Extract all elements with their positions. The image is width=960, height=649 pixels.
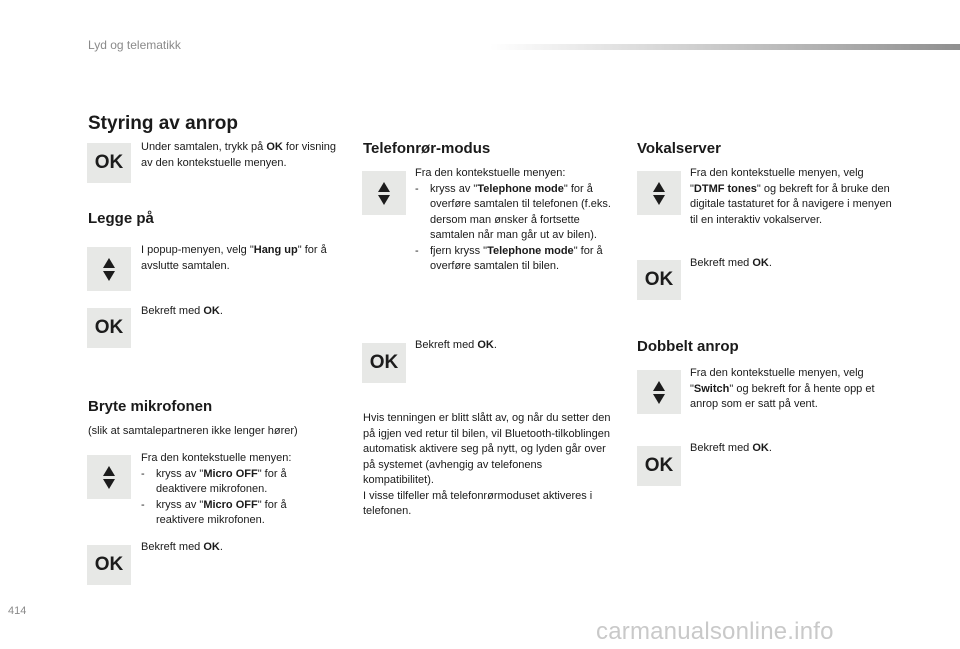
bryte-mikrofonen-note: (slik at samtalepartneren ikke lenger hører): [88, 425, 298, 437]
arrow-up-icon: [103, 258, 115, 268]
legge-pa-confirm: Bekreft med OK.: [141, 305, 223, 317]
telefonror-modus-heading: Telefonrør-modus: [363, 140, 491, 157]
legge-pa-heading: Legge på: [88, 210, 154, 227]
telefonror-modus-note: Hvis tenningen er blitt slått av, og når du setter den på igjen ved retur til bilen, vil Bluetooth-tilkoblingen automatisk aktivere seg på nytt, og lyden går over på systemet (avhengig av telefonens kompatibilitet). I visse tilfeller må telefonrørmoduset aktiveres i telefonen.: [363, 412, 611, 517]
up-down-arrows-icon: [637, 171, 681, 215]
up-down-arrows-icon: [362, 171, 406, 215]
arrow-up-icon: [103, 466, 115, 476]
telefonror-modus-confirm: Bekreft med OK.: [415, 339, 497, 351]
page-title: Styring av anrop: [88, 113, 238, 134]
arrow-down-icon: [378, 195, 390, 205]
list-item: - kryss av "Micro OFF" for å deaktivere mikrofonen.: [141, 467, 287, 495]
section-header: Lyd og telematikk: [88, 38, 181, 52]
page-number: 414: [8, 605, 27, 617]
ok-button-icon: OK: [637, 260, 681, 300]
arrow-down-icon: [653, 195, 665, 205]
ok-button-icon: OK: [87, 308, 131, 348]
bryte-mikrofonen-text: Fra den kontekstuelle menyen: - kryss av "Micro OFF" for å deaktivere mikrofonen. - kryss av "Micro OFF" for å reaktivere mikrofonen.: [141, 451, 316, 529]
up-down-arrows-icon: [87, 247, 131, 291]
ok-button-icon: OK: [362, 343, 406, 383]
intro-text: Under samtalen, trykk på OK for visning av den kontekstuelle menyen.: [141, 141, 337, 169]
ok-button-icon: OK: [87, 143, 131, 183]
arrow-down-icon: [103, 271, 115, 281]
telefonror-modus-text: Fra den kontekstuelle menyen: - kryss av "Telephone mode" for å overføre samtalen til telefonen (f.eks. dersom man ønsker å fortsette samtalen når man går ut av bilen). - fjern kryss "Telephone mode" for å overføre samtalen til bilen.: [415, 166, 620, 275]
bryte-mikrofonen-confirm: Bekreft med OK.: [141, 541, 223, 553]
up-down-arrows-icon: [87, 455, 131, 499]
list-item: - kryss av "Micro OFF" for å reaktivere mikrofonen.: [141, 498, 287, 526]
arrow-down-icon: [103, 479, 115, 489]
header-gradient-bar: [490, 44, 960, 50]
dobbelt-anrop-confirm: Bekreft med OK.: [690, 442, 772, 454]
arrow-up-icon: [653, 182, 665, 192]
list-item: - fjern kryss "Telephone mode" for å overføre samtalen til bilen.: [415, 244, 603, 272]
dobbelt-anrop-text: Fra den kontekstuelle menyen, velg "Switch" og bekreft for å hente opp et anrop som er satt på vent.: [690, 367, 875, 410]
list-item: - kryss av "Telephone mode" for å overføre samtalen til telefonen (f.eks. dersom man ønsker å fortsette samtalen når man går ut av bilen).: [415, 182, 611, 241]
legge-pa-text: I popup-menyen, velg "Hang up" for å avslutte samtalen.: [141, 244, 327, 272]
vokalserver-confirm: Bekreft med OK.: [690, 257, 772, 269]
vokalserver-text: Fra den kontekstuelle menyen, velg "DTMF tones" og bekreft for å bruke den digitale tastaturet for å navigere i menyen til en interaktiv vokalserver.: [690, 167, 892, 226]
dobbelt-anrop-heading: Dobbelt anrop: [637, 338, 739, 355]
arrow-down-icon: [653, 394, 665, 404]
up-down-arrows-icon: [637, 370, 681, 414]
ok-button-icon: OK: [637, 446, 681, 486]
arrow-up-icon: [653, 381, 665, 391]
ok-button-icon: OK: [87, 545, 131, 585]
watermark: carmanualsonline.info: [596, 618, 834, 645]
vokalserver-heading: Vokalserver: [637, 140, 721, 157]
arrow-up-icon: [378, 182, 390, 192]
bryte-mikrofonen-heading: Bryte mikrofonen: [88, 398, 213, 415]
